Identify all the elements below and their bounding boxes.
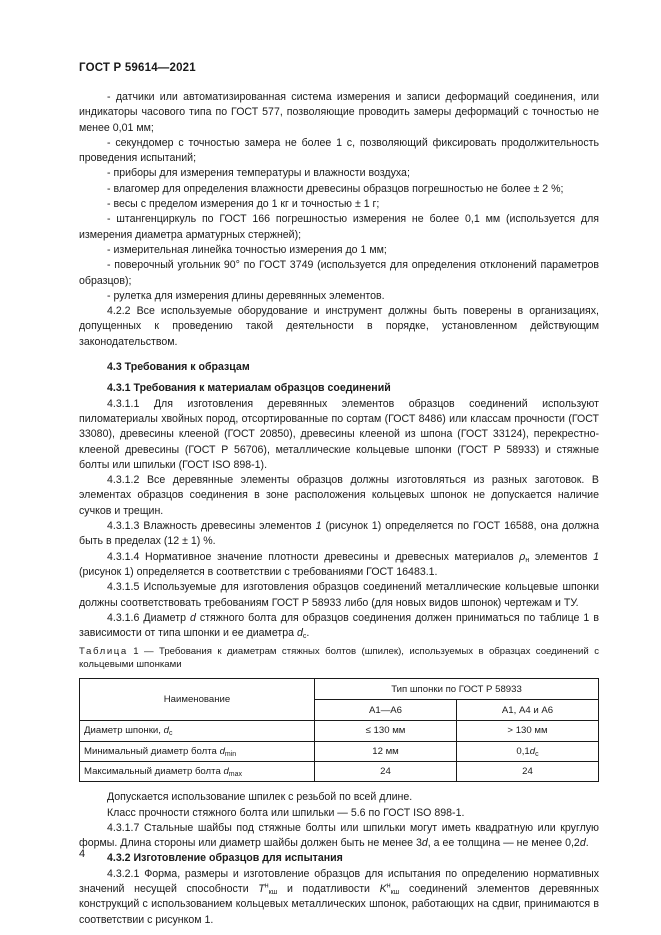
section-heading-4-3-1: 4.3.1 Требования к материалам образцов соединений [107, 382, 391, 395]
table-header-name: Наименование [80, 679, 315, 721]
list-item: - измерительная линейка точностью измерения до 1 мм; [107, 243, 387, 256]
list-item: - влагомер для определения влажности древесины образцов погрешностью не более ± 2 %; [107, 182, 564, 195]
list-item: - рулетка для измерения длины деревянных элементов. [107, 289, 385, 302]
page-number: 4 [79, 848, 86, 860]
list-item: - секундомер с точностью замера не более 1 с, позволяющий фиксировать продолжительность проведения испытаний; [79, 136, 599, 165]
paragraph-4-3-1-5: 4.3.1.5 Используемые для изготовления образцов соединений металлические кольцевые шпонки должны соответствовать требованиям ГОСТ Р 58933 либо (для новых видов шпонок) чертежам и ТУ. [79, 581, 599, 609]
section-heading-4-3: 4.3 Требования к образцам [107, 361, 250, 374]
paragraph-4-3-1-4: 4.3.1.4 Нормативное значение плотности древесины и древесных материалов $\rho_н$ элементов 1 (рисунок 1) определяется в соответствии с требованиями ГОСТ 16483.1. [79, 550, 599, 578]
paragraph-4-3-1-7: 4.3.1.7 Стальные шайбы под стяжные болты или шпильки могут иметь квадратную или круглую формы. Длина стороны или диаметр шайбы должен быть не менее 3d, а ее толщина — не менее 0,2d. [79, 821, 599, 850]
table-header-key-type: Тип шпонки по ГОСТ Р 58933 [315, 679, 599, 700]
table-caption: Таблица 1 — Требования к диаметрам стяжных болтов (шпилек), используемых в образцах соединений с кольцевыми шпонками [79, 646, 599, 671]
list-item: - штангенциркуль по ГОСТ 166 погрешностью измерения не более 0,1 мм (используется для измерения диаметра арматурных стержней); [79, 213, 599, 241]
table-header-a1-a6: А1—А6 [315, 700, 457, 721]
table-cell: $0,1d_c$ [457, 741, 599, 761]
table-cell: Диаметр шпонки, $d_c$ [80, 721, 315, 741]
table-row [80, 721, 599, 741]
paragraph-4-3-1-1: 4.3.1.1 Для изготовления деревянных элементов образцов соединений используют пиломатериалы хвойных пород, отсортированные по сортам (ГОСТ 8486) или классам прочности (ГОСТ 33080), древесины клееной (ГОСТ 20850), древесины клееной из шпона (ГОСТ 33124), перекрестно-клееной древесины (ГОСТ Р 56706), металлические кольцевые шпонки (ГОСТ Р 58933) и стяжные болты или шпильки (ГОСТ ISO 898-1). [79, 397, 599, 471]
note-line: Допускается использование шпилек с резьбой по всей длине. [107, 791, 413, 804]
paragraph-4-3-1-2: 4.3.1.2 Все деревянные элементы образцов должны изготовляться из разных заготовок. В элементах образцов соединения в зоне расположения кольцевых шпонок не допускается наличие сучков и трещин. [79, 474, 599, 517]
paragraph-4-3-2-1: 4.3.2.1 Форма, размеры и изготовление образцов для испытания по определению нормативных значений несущей способности $T^н_{кш}$ и податливости $K^н_{кш}$ соединений элементов деревянных конструкций с использованием кольцевых металлических шпонок, работающих на сдвиг, принимаются в соответствии с рисунком 1. [79, 867, 599, 926]
paragraph-4-3-1-6: 4.3.1.6 Диаметр d стяжного болта для образцов соединения должен приниматься по таблице 1 в зависимости от типа шпонки и ее диаметра $d_c$. [79, 611, 599, 641]
document-body [79, 90, 599, 928]
bolt-diameter-table [79, 678, 599, 782]
section-heading-4-3-2: 4.3.2 Изготовление образцов для испытания [107, 852, 343, 865]
table-cell: Максимальный диаметр болта $d_{max}$ [80, 761, 315, 781]
table-cell: ≤ 130 мм [315, 721, 457, 741]
table-row [80, 761, 599, 781]
table-cell: 24 [457, 761, 599, 781]
table-cell: > 130 мм [457, 721, 599, 741]
table-header-a1-a4-a6: А1, А4 и А6 [457, 700, 599, 721]
table-cell: Минимальный диаметр болта $d_{min}$ [80, 741, 315, 761]
table-cell: 12 мм [315, 741, 457, 761]
table-row [80, 741, 599, 761]
list-item: - весы с пределом измерения до 1 кг и точностью ± 1 г; [107, 198, 380, 211]
list-item: - приборы для измерения температуры и влажности воздуха; [107, 167, 410, 180]
table-cell: 24 [315, 761, 457, 781]
document-header: ГОСТ Р 59614—2021 [79, 62, 196, 74]
paragraph-4-2-2: 4.2.2 Все используемые оборудование и инструмент должны быть поверены в организациях, допущенных к проведению такой деятельности в порядке, установленном действующим законодательством. [79, 305, 599, 348]
note-line: Класс прочности стяжного болта или шпильки — 5.6 по ГОСТ ISO 898-1. [107, 806, 465, 819]
list-item: - датчики или автоматизированная система измерения и записи деформаций соединения, или индикаторы часового типа по ГОСТ 577, позволяющие проводить замеры деформаций с точностью не менее 0,01 мм; [79, 91, 599, 134]
list-item: - поверочный угольник 90° по ГОСТ 3749 (используется для определения отклонений параметров образцов); [79, 259, 599, 287]
paragraph-4-3-1-3: 4.3.1.3 Влажность древесины элементов 1 (рисунок 1) определяется по ГОСТ 16588, она должна быть в пределах (12 ± 1) %. [79, 520, 599, 548]
